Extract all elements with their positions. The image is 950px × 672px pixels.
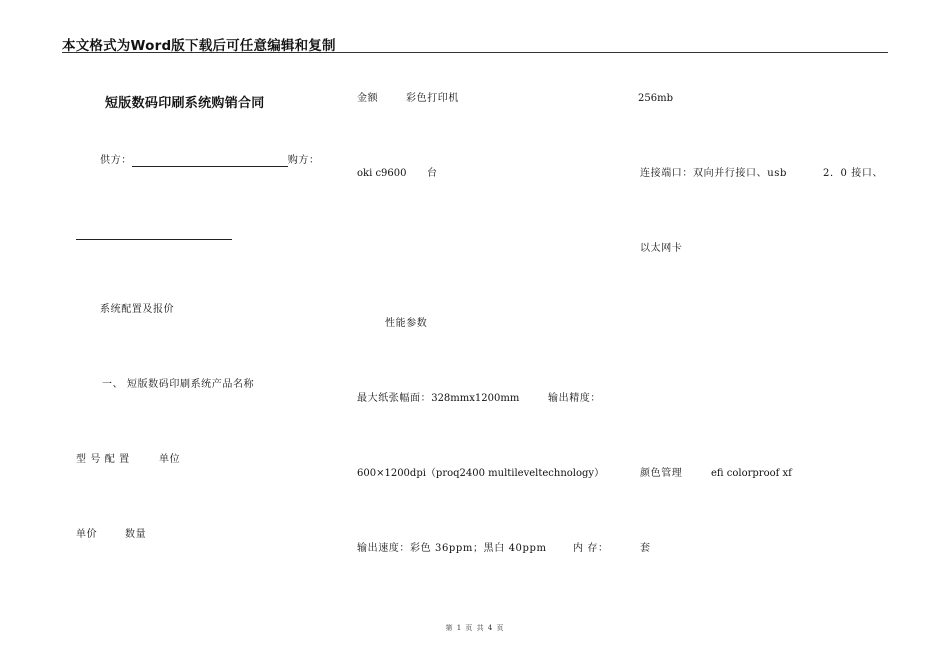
port-value-3: 以太网卡 — [640, 243, 683, 254]
set-unit: 套 — [640, 543, 651, 554]
section-config: 系统配置及报价 — [100, 304, 175, 315]
port-label: 连接端口： — [640, 168, 693, 179]
column-model-label: 型 号 配 置 — [76, 454, 130, 465]
column-price-label: 单价 — [76, 529, 98, 540]
page-number: 第 1 页 共 4 页 — [445, 624, 505, 632]
product-name: 彩色打印机 — [406, 93, 459, 104]
color-mgmt-label: 颜色管理 — [640, 468, 683, 479]
party-line — [100, 155, 320, 167]
speed-bw: 黑白 40ppm — [483, 543, 547, 554]
buyer-label: 购方： — [287, 155, 320, 166]
memory-value: 256mb — [638, 93, 673, 104]
page-header-title: 本文格式为Word版下载后可任意编辑和复制 — [62, 38, 336, 54]
port-value-1: 双向并行接口、usb — [693, 168, 787, 179]
supplier-label: 供方： — [100, 155, 132, 166]
port-line — [640, 168, 787, 180]
header-rule — [62, 52, 888, 53]
resolution-value: 600×1200dpi（proq2400 multileveltechnology） — [357, 468, 605, 479]
port-value-2: 2．0 接口、 — [823, 168, 884, 179]
memory-label: 内 存： — [573, 543, 609, 554]
column-qty-label: 数量 — [125, 529, 147, 540]
contract-title: 短版数码印刷系统购销合同 — [105, 96, 265, 111]
item-one-heading: 一、 短版数码印刷系统产品名称 — [102, 379, 255, 390]
product-model: oki c9600 — [357, 168, 407, 179]
supplier-blank — [132, 156, 288, 167]
output-precision-label: 输出精度： — [548, 393, 601, 404]
max-paper-line — [357, 393, 519, 405]
max-paper-value: 328mmx1200mm — [431, 393, 520, 404]
speed-color: 彩色 36ppm； — [410, 543, 484, 554]
buyer-blank-line — [76, 239, 232, 240]
product-unit: 台 — [427, 168, 438, 179]
max-paper-label: 最大纸张幅面： — [357, 393, 432, 404]
amount-label: 金额 — [357, 93, 379, 104]
performance-heading: 性能参数 — [385, 318, 428, 329]
speed-line — [357, 543, 547, 555]
color-mgmt-value: efi colorproof xf — [711, 468, 792, 479]
column-unit-label: 单位 — [159, 454, 181, 465]
speed-label: 输出速度： — [357, 543, 410, 554]
